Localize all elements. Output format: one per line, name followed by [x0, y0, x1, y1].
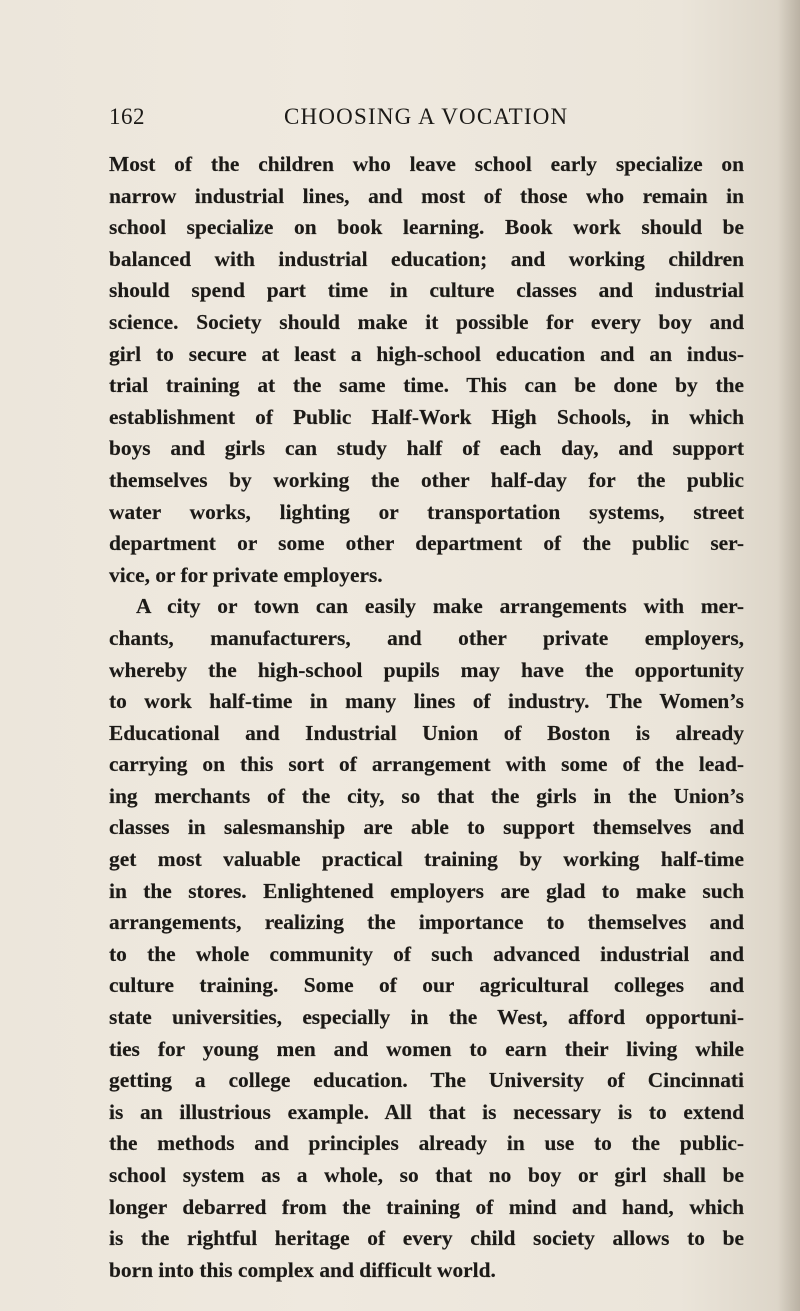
text-line: longer debarred from the training of mind and hand, which — [109, 1194, 744, 1219]
text-line: chants, manufacturers, and other private employers, — [109, 625, 744, 650]
text-line: arrangements, realizing the importance to themselves and — [109, 910, 744, 935]
text-line: is an illustrious example. All that is necessary is to extend — [109, 1099, 744, 1124]
body-text — [109, 149, 744, 1286]
text-line: boys and girls can study half of each day, and support — [109, 436, 744, 461]
text-line: is the rightful heritage of every child society allows to be — [109, 1226, 744, 1251]
text-line: culture training. Some of our agricultural colleges and — [109, 973, 744, 998]
text-line: department or some other department of the public ser- — [109, 531, 744, 556]
text-line: school system as a whole, so that no boy or girl shall be — [109, 1163, 744, 1187]
paragraph-end-line: born into this complex and difficult world. — [109, 1257, 496, 1282]
text-line: state universities, especially in the West, afford opportuni- — [109, 1005, 744, 1030]
text-line: ing merchants of the city, so that the girls in the Union’s — [109, 783, 744, 808]
text-line: narrow industrial lines, and most of those who remain in — [109, 183, 744, 208]
text-line: get most valuable practical training by working half-time — [109, 847, 744, 872]
text-line: trial training at the same time. This can be done by the — [109, 373, 744, 398]
paragraph-end-line: vice, or for private employers. — [109, 562, 383, 587]
text-line: Educational and Industrial Union of Boston is already — [109, 720, 744, 745]
text-line: should spend part time in culture classes and industrial — [109, 278, 744, 303]
page-header — [109, 104, 749, 140]
text-line: themselves by working the other half-day for the public — [109, 467, 744, 492]
text-line: girl to secure at least a high-school education and an indus- — [109, 341, 744, 366]
text-line: balanced with industrial education; and working children — [109, 246, 744, 271]
text-line: carrying on this sort of arrangement with some of the lead- — [109, 752, 744, 777]
text-line: the methods and principles already in use to the public- — [109, 1131, 744, 1156]
paragraph-start-line: A city or town can easily make arrangements with mer- — [136, 594, 744, 619]
page-edge-shadow — [778, 0, 800, 1311]
page-number: 162 — [109, 104, 145, 129]
text-line: to work half-time in many lines of industry. The Women’s — [109, 689, 744, 714]
text-line: getting a college education. The University of Cincinnati — [109, 1068, 744, 1093]
text-line: classes in salesmanship are able to support themselves and — [109, 815, 744, 840]
running-head: CHOOSING A VOCATION — [284, 104, 569, 129]
text-line: establishment of Public Half-Work High Schools, in which — [109, 404, 744, 429]
text-line: science. Society should make it possible for every boy and — [109, 309, 744, 334]
text-line: ties for young men and women to earn their living while — [109, 1036, 744, 1061]
text-line: Most of the children who leave school early specialize on — [109, 152, 744, 176]
text-line: whereby the high-school pupils may have the opportunity — [109, 657, 744, 682]
text-line: school specialize on book learning. Book work should be — [109, 215, 744, 240]
text-line: in the stores. Enlightened employers are glad to make such — [109, 878, 744, 903]
text-line: to the whole community of such advanced industrial and — [109, 941, 744, 966]
text-line: water works, lighting or transportation systems, street — [109, 499, 744, 524]
